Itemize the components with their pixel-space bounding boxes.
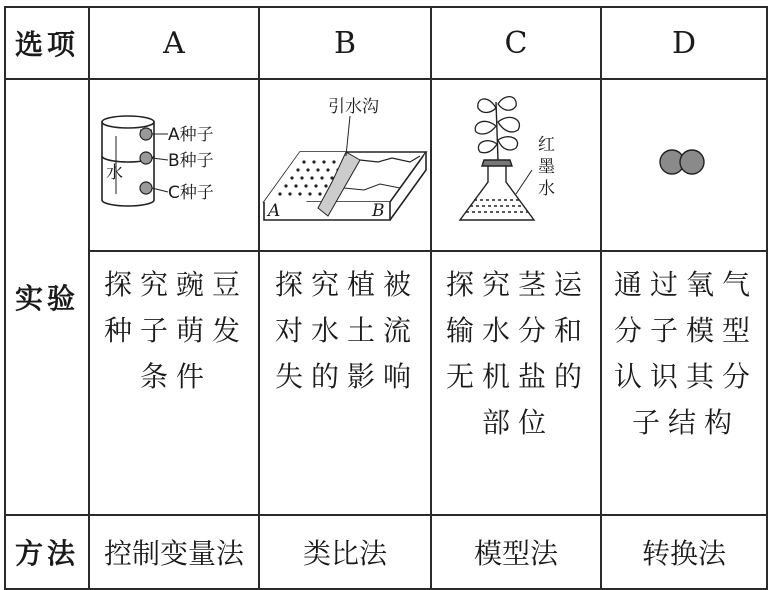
experiment-header: 实验 [5, 79, 89, 515]
oxygen-atom-2 [680, 150, 704, 174]
figure-cell-d [601, 79, 767, 251]
method-d: 转换法 [601, 515, 767, 589]
description-row [5, 251, 767, 515]
figure-cell-c [431, 79, 601, 251]
figure-cell-b [259, 79, 431, 251]
label-channel: 引水沟 [328, 97, 379, 117]
method-b: 类比法 [259, 515, 431, 589]
label-water: 水 [106, 163, 123, 183]
label-red: 红 [538, 135, 555, 155]
label-seed-a: A种子 [168, 125, 214, 145]
option-letter-d: D [601, 7, 767, 79]
label-water-c: 水 [538, 179, 555, 199]
soil-erosion-figure [260, 90, 430, 240]
oxygen-molecule-figure [604, 90, 764, 240]
options-table [4, 6, 768, 590]
label-slope-a: A [268, 201, 281, 221]
description-b: 探究植被对水土流失的影响 [259, 251, 431, 515]
option-header: 选项 [5, 7, 89, 79]
description-d: 通过氧气分子模型认识其分子结构 [601, 251, 767, 515]
method-a: 控制变量法 [89, 515, 259, 589]
plant-flask-figure [436, 90, 596, 240]
description-c: 探究茎运输水分和无机盐的部位 [431, 251, 601, 515]
label-seed-c: C种子 [168, 183, 214, 203]
option-letter-a: A [89, 7, 259, 79]
label-slope-b: B [372, 201, 385, 221]
figure-cell-a [89, 79, 259, 251]
header-row [5, 7, 767, 79]
figure-row [5, 79, 767, 251]
label-seed-b: B种子 [168, 151, 214, 171]
label-ink: 墨 [538, 157, 555, 177]
method-header: 方法 [5, 515, 89, 589]
option-letter-b: B [259, 7, 431, 79]
seed-beaker-figure [94, 90, 254, 240]
method-c: 模型法 [431, 515, 601, 589]
option-letter-c: C [431, 7, 601, 79]
description-a: 探究豌豆种子萌发条件 [89, 251, 259, 515]
